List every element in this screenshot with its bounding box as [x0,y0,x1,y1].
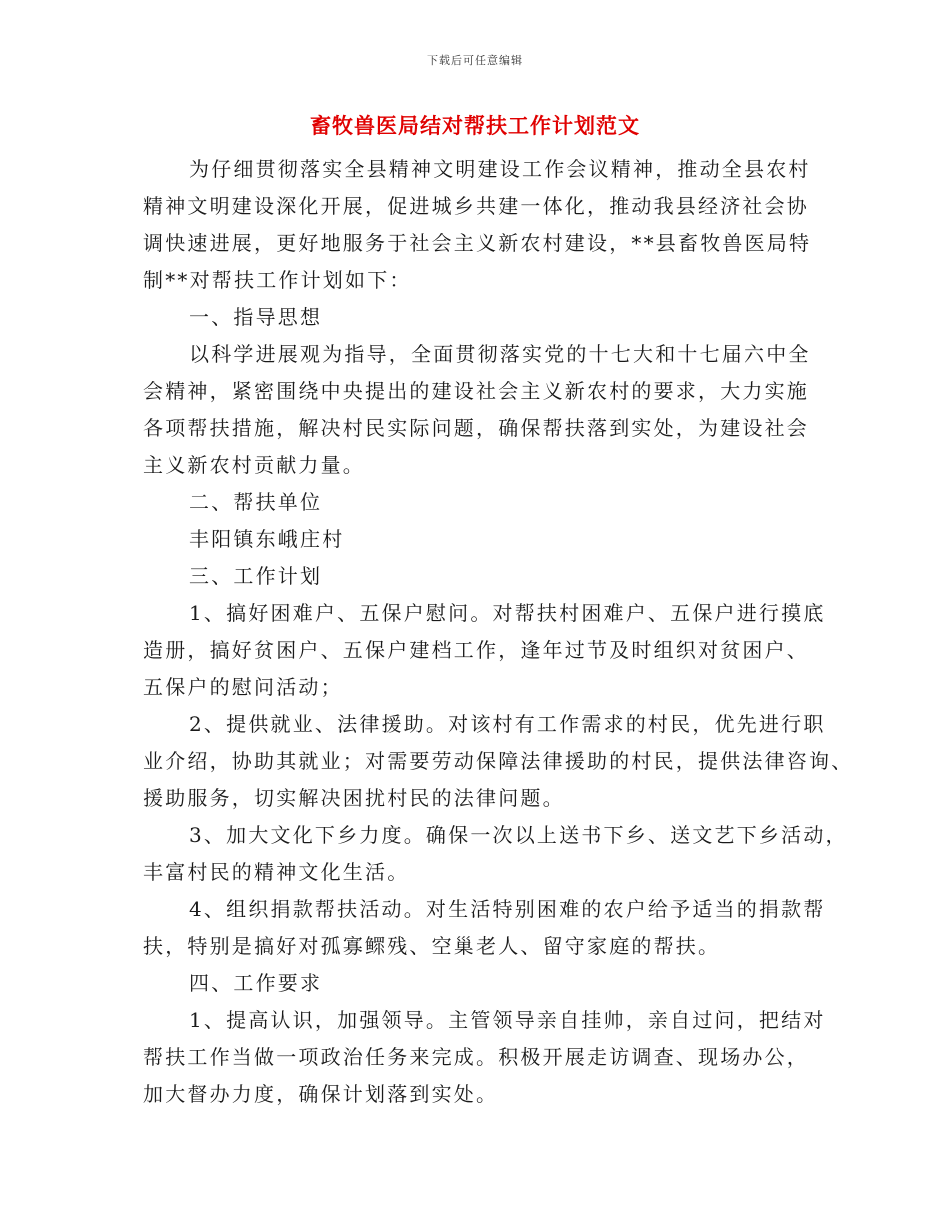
body-line: 四、工作要求 [189,971,323,995]
body-line: 为仔细贯彻落实全县精神文明建设工作会议精神，推动全县农村 [189,157,811,181]
body-line: 扶，特别是搞好对孤寡鳏残、空巢老人、留守家庭的帮扶。 [143,934,721,958]
body-line: 3、加大文化下乡力度。确保一次以上送书下乡、送文艺下乡活动， [189,823,848,847]
body-line: 1、搞好困难户、五保户慰问。对帮扶村困难户、五保户进行摸底 [189,601,826,625]
body-line: 制**对帮扶工作计划如下： [143,268,412,292]
body-line: 主义新农村贡献力量。 [143,453,365,477]
body-line: 二、帮扶单位 [189,490,323,514]
body-line: 加大督办力度，确保计划落到实处。 [143,1082,499,1106]
body-line: 调快速进展，更好地服务于社会主义新农村建设，**县畜牧兽医局特 [143,231,812,255]
document-body [143,151,854,1113]
body-line: 业介绍，协助其就业；对需要劳动保障法律援助的村民，提供法律咨询、 [143,749,854,773]
body-line: 1、提高认识，加强领导。主管领导亲自挂帅，亲自过问，把结对 [189,1008,826,1032]
body-line: 以科学进展观为指导，全面贯彻落实党的十七大和十七届六中全 [189,342,811,366]
body-line: 丰富村民的精神文化生活。 [143,860,410,884]
body-line: 援助服务，切实解决困扰村民的法律问题。 [143,786,565,810]
body-line: 帮扶工作当做一项政治任务来完成。积极开展走访调查、现场办公， [143,1045,809,1069]
body-line: 一、指导思想 [189,305,323,329]
header-note: 下载后可任意编辑 [427,54,523,67]
body-line: 精神文明建设深化开展，促进城乡共建一体化，推动我县经济社会协 [143,194,809,218]
document-title: 畜牧兽医局结对帮扶工作计划范文 [310,113,640,138]
body-line: 各项帮扶措施，解决村民实际问题，确保帮扶落到实处，为建设社会 [143,416,809,440]
body-line: 2、提供就业、法律援助。对该村有工作需求的村民，优先进行职 [189,712,826,736]
body-line: 造册，搞好贫困户、五保户建档工作，逢年过节及时组织对贫困户、 [143,638,809,662]
body-line: 会精神，紧密围绕中央提出的建设社会主义新农村的要求，大力实施 [143,379,809,403]
body-line: 4、组织捐款帮扶活动。对生活特别困难的农户给予适当的捐款帮 [189,897,826,921]
body-line: 丰阳镇东峨庄村 [189,527,345,551]
body-line: 五保户的慰问活动； [143,675,343,699]
body-line: 三、工作计划 [189,564,323,588]
